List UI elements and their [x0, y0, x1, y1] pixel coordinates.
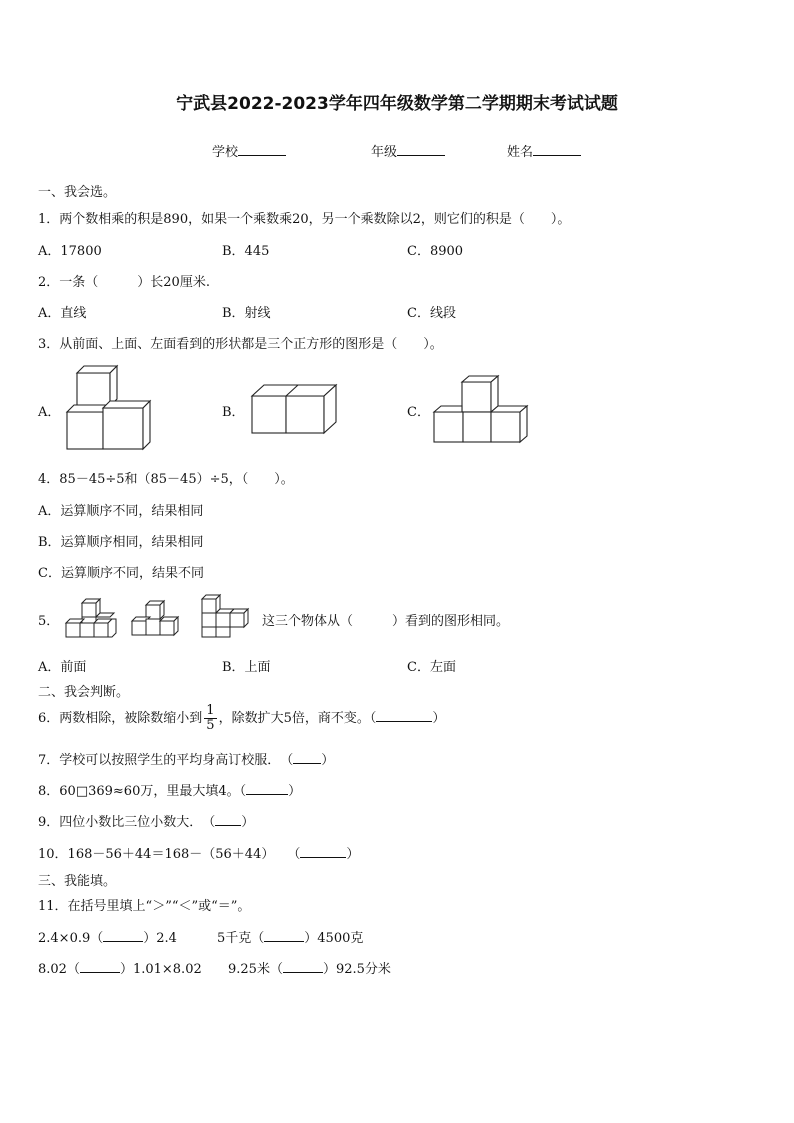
q3-figure-b — [248, 380, 338, 436]
school-label: 学校 — [212, 145, 239, 160]
name-label: 姓名 — [507, 145, 534, 160]
q9-line — [38, 811, 254, 830]
q2-option-a: A．直线 — [38, 306, 87, 321]
q3-option-b: B． — [222, 405, 245, 420]
q1-option-b: B．445 — [222, 244, 270, 259]
q5-number: 5． — [38, 614, 60, 629]
q10-text: 10．168－56＋44＝168－（56＋44） （ — [38, 847, 301, 862]
q11-r2a-left: 8.02（ — [38, 962, 80, 977]
q8-text: 8．60□369≈60万，里最大填4。（ — [38, 784, 247, 799]
q11-r1b-blank[interactable] — [264, 928, 304, 942]
q11-r1a-left: 2.4×0.9（ — [38, 931, 104, 946]
q3-option-c: C． — [407, 405, 430, 420]
q3-stem: 3．从前面、上面、左面看到的形状都是三个正方形的图形是（ ）。 — [38, 337, 443, 352]
q8-line — [38, 780, 301, 799]
q9-answer-blank[interactable] — [215, 812, 241, 826]
q6-fraction — [204, 704, 216, 733]
q5-object-3 — [198, 593, 256, 639]
q6-fraction-numerator: 1 — [206, 703, 215, 718]
q11-r1a-blank[interactable] — [103, 928, 143, 942]
q11-r2a-right: ）1.01×8.02 — [119, 962, 202, 977]
q11-row2-item2 — [228, 958, 391, 977]
q4-stem: 4．85－45÷5和（85－45）÷5，（ ）。 — [38, 472, 294, 487]
q6-fraction-denominator: 5 — [206, 718, 215, 733]
q3-option-a: A． — [38, 405, 61, 420]
grade-label: 年级 — [371, 145, 398, 160]
q9-close: ） — [241, 815, 255, 830]
q11-row1-item1 — [38, 927, 177, 946]
page-title: 宁武县2022-2023学年四年级数学第二学期期末考试试题 — [176, 94, 618, 114]
school-field — [212, 141, 286, 160]
q11-r2b-left: 9.25米（ — [228, 962, 283, 977]
q7-answer-blank[interactable] — [293, 750, 321, 764]
q4-option-b: B．运算顺序相同，结果相同 — [38, 535, 204, 550]
section-heading-3: 三、我能填。 — [38, 874, 117, 889]
school-blank[interactable] — [238, 142, 286, 156]
q3-figure-c — [432, 374, 532, 446]
section-heading-1: 一、我会选。 — [38, 185, 117, 200]
q10-answer-blank[interactable] — [300, 844, 346, 858]
q1-option-c: C．8900 — [407, 244, 464, 259]
q11-r1b-right: ）4500克 — [304, 931, 364, 946]
section-heading-2: 二、我会判断。 — [38, 685, 130, 700]
q7-line — [38, 749, 334, 768]
q9-text: 9．四位小数比三位小数大． （ — [38, 815, 216, 830]
q10-line — [38, 843, 359, 862]
q2-stem: 2．一条（ ）长20厘米. — [38, 275, 210, 290]
q11-r2b-right: ）92.5分米 — [322, 962, 391, 977]
q11-r1a-right: ）2.4 — [143, 931, 177, 946]
q6-line — [38, 704, 445, 733]
q5-option-b: B．上面 — [222, 660, 271, 675]
name-blank[interactable] — [533, 142, 581, 156]
q1-option-a: A．17800 — [38, 244, 102, 259]
q6-close: ） — [432, 711, 446, 726]
q7-close: ） — [321, 753, 335, 768]
q11-row1-item2 — [217, 927, 363, 946]
q11-row2-item1 — [38, 958, 202, 977]
q1-stem: 1．两个数相乘的积是890，如果一个乘数乘20，另一个乘数除以2，则它们的积是（ ）。 — [38, 212, 571, 227]
q6-answer-blank[interactable] — [376, 708, 432, 722]
q2-option-b: B．射线 — [222, 306, 271, 321]
q10-close: ） — [346, 847, 360, 862]
q4-option-c: C．运算顺序不同，结果不同 — [38, 566, 204, 581]
q5-option-c: C．左面 — [407, 660, 456, 675]
grade-blank[interactable] — [397, 142, 445, 156]
q3-figure-a — [62, 364, 154, 452]
q8-close: ） — [288, 784, 302, 799]
q5-stem: 这三个物体从（ ）看到的图形相同。 — [262, 614, 510, 629]
name-field — [507, 141, 581, 160]
q7-text: 7．学校可以按照学生的平均身高订校服． （ — [38, 753, 294, 768]
q6-text-after: ，除数扩大5倍，商不变。（ — [218, 711, 377, 726]
q2-option-c: C．线段 — [407, 306, 456, 321]
q5-option-a: A．前面 — [38, 660, 87, 675]
q11-r1b-left: 5千克（ — [217, 931, 265, 946]
q11-r2a-blank[interactable] — [80, 959, 120, 973]
grade-field — [371, 141, 445, 160]
q11-r2b-blank[interactable] — [283, 959, 323, 973]
q11-stem: 11．在括号里填上“＞”“＜”或“＝”。 — [38, 899, 251, 914]
q6-text-before: 6．两数相除，被除数缩小到 — [38, 711, 203, 726]
q5-object-2 — [130, 599, 186, 639]
q4-option-a: A．运算顺序不同，结果相同 — [38, 504, 204, 519]
q8-answer-blank[interactable] — [246, 781, 288, 795]
q5-object-1 — [64, 597, 120, 639]
